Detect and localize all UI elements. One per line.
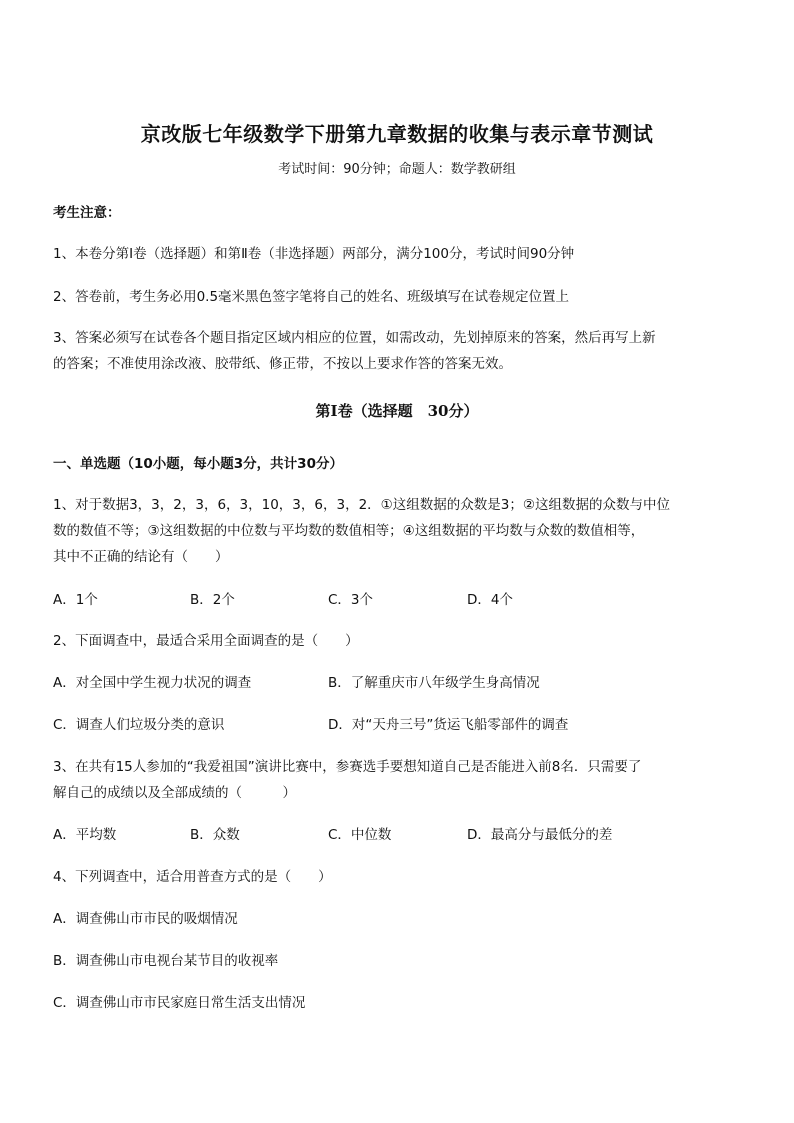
question-4-option-b[interactable]: B．调查佛山市电视台某节目的收视率 [53, 953, 279, 969]
question-2-option-b[interactable]: B．了解重庆市八年级学生身高情况 [328, 675, 540, 691]
part-heading: 第Ⅰ卷（选择题 30分） [315, 402, 479, 420]
question-2-option-c[interactable]: C．调查人们垃圾分类的意识 [53, 717, 225, 733]
question-2-line-1: 2、下面调查中，最适合采用全面调查的是（ ） [53, 633, 359, 649]
question-3-line-1: 3、在共有15人参加的“我爱祖国”演讲比赛中，参赛选手要想知道自己是否能进入前8名．只需要了 [53, 759, 642, 775]
question-3-option-d[interactable]: D．最高分与最低分的差 [467, 827, 613, 843]
question-3-option-a[interactable]: A．平均数 [53, 827, 117, 843]
section-title: 一、单选题（10小题，每小题3分，共计30分） [53, 456, 343, 472]
question-3-line-2: 解自己的成绩以及全部成绩的（ ） [53, 785, 296, 801]
notice-item: 3、答案必须写在试卷各个题目指定区域内相应的位置，如需改动，先划掉原来的答案，然后再写上新 [53, 330, 656, 346]
question-4-option-a[interactable]: A．调查佛山市市民的吸烟情况 [53, 911, 238, 927]
question-2-option-d[interactable]: D．对“天舟三号”货运飞船零部件的调查 [328, 717, 569, 733]
question-1-option-d[interactable]: D．4个 [467, 592, 513, 608]
question-4-option-c[interactable]: C．调查佛山市市民家庭日常生活支出情况 [53, 995, 306, 1011]
question-1-line-2: 数的数值不等；③这组数据的中位数与平均数的数值相等；④这组数据的平均数与众数的数值相等， [53, 523, 645, 539]
question-1-option-c[interactable]: C．3个 [328, 592, 374, 608]
exam-info: 考试时间：90分钟；命题人：数学教研组 [278, 162, 516, 177]
notice-heading: 考生注意： [53, 205, 121, 221]
question-3-option-b[interactable]: B．众数 [190, 827, 240, 843]
notice-item: 1、本卷分第Ⅰ卷（选择题）和第Ⅱ卷（非选择题）两部分，满分100分，考试时间90分钟 [53, 246, 575, 262]
notice-item: 2、答卷前，考生务必用0.5毫米黑色签字笔将自己的姓名、班级填写在试卷规定位置上 [53, 289, 570, 305]
question-4-line-1: 4、下列调查中，适合用普查方式的是（ ） [53, 869, 332, 885]
question-1-option-a[interactable]: A．1个 [53, 592, 98, 608]
page-title: 京改版七年级数学下册第九章数据的收集与表示章节测试 [140, 122, 654, 146]
notice-item-continued: 的答案；不准使用涂改液、胶带纸、修正带，不按以上要求作答的答案无效。 [53, 356, 512, 372]
question-2-option-a[interactable]: A．对全国中学生视力状况的调查 [53, 675, 252, 691]
question-1-option-b[interactable]: B．2个 [190, 592, 235, 608]
question-1-line-3: 其中不正确的结论有（ ） [53, 549, 229, 565]
question-1-line-1: 1、对于数据3，3，2，3，6，3，10，3，6，3，2．①这组数据的众数是3；②这组数据的众数与中位 [53, 497, 670, 513]
question-3-option-c[interactable]: C．中位数 [328, 827, 392, 843]
